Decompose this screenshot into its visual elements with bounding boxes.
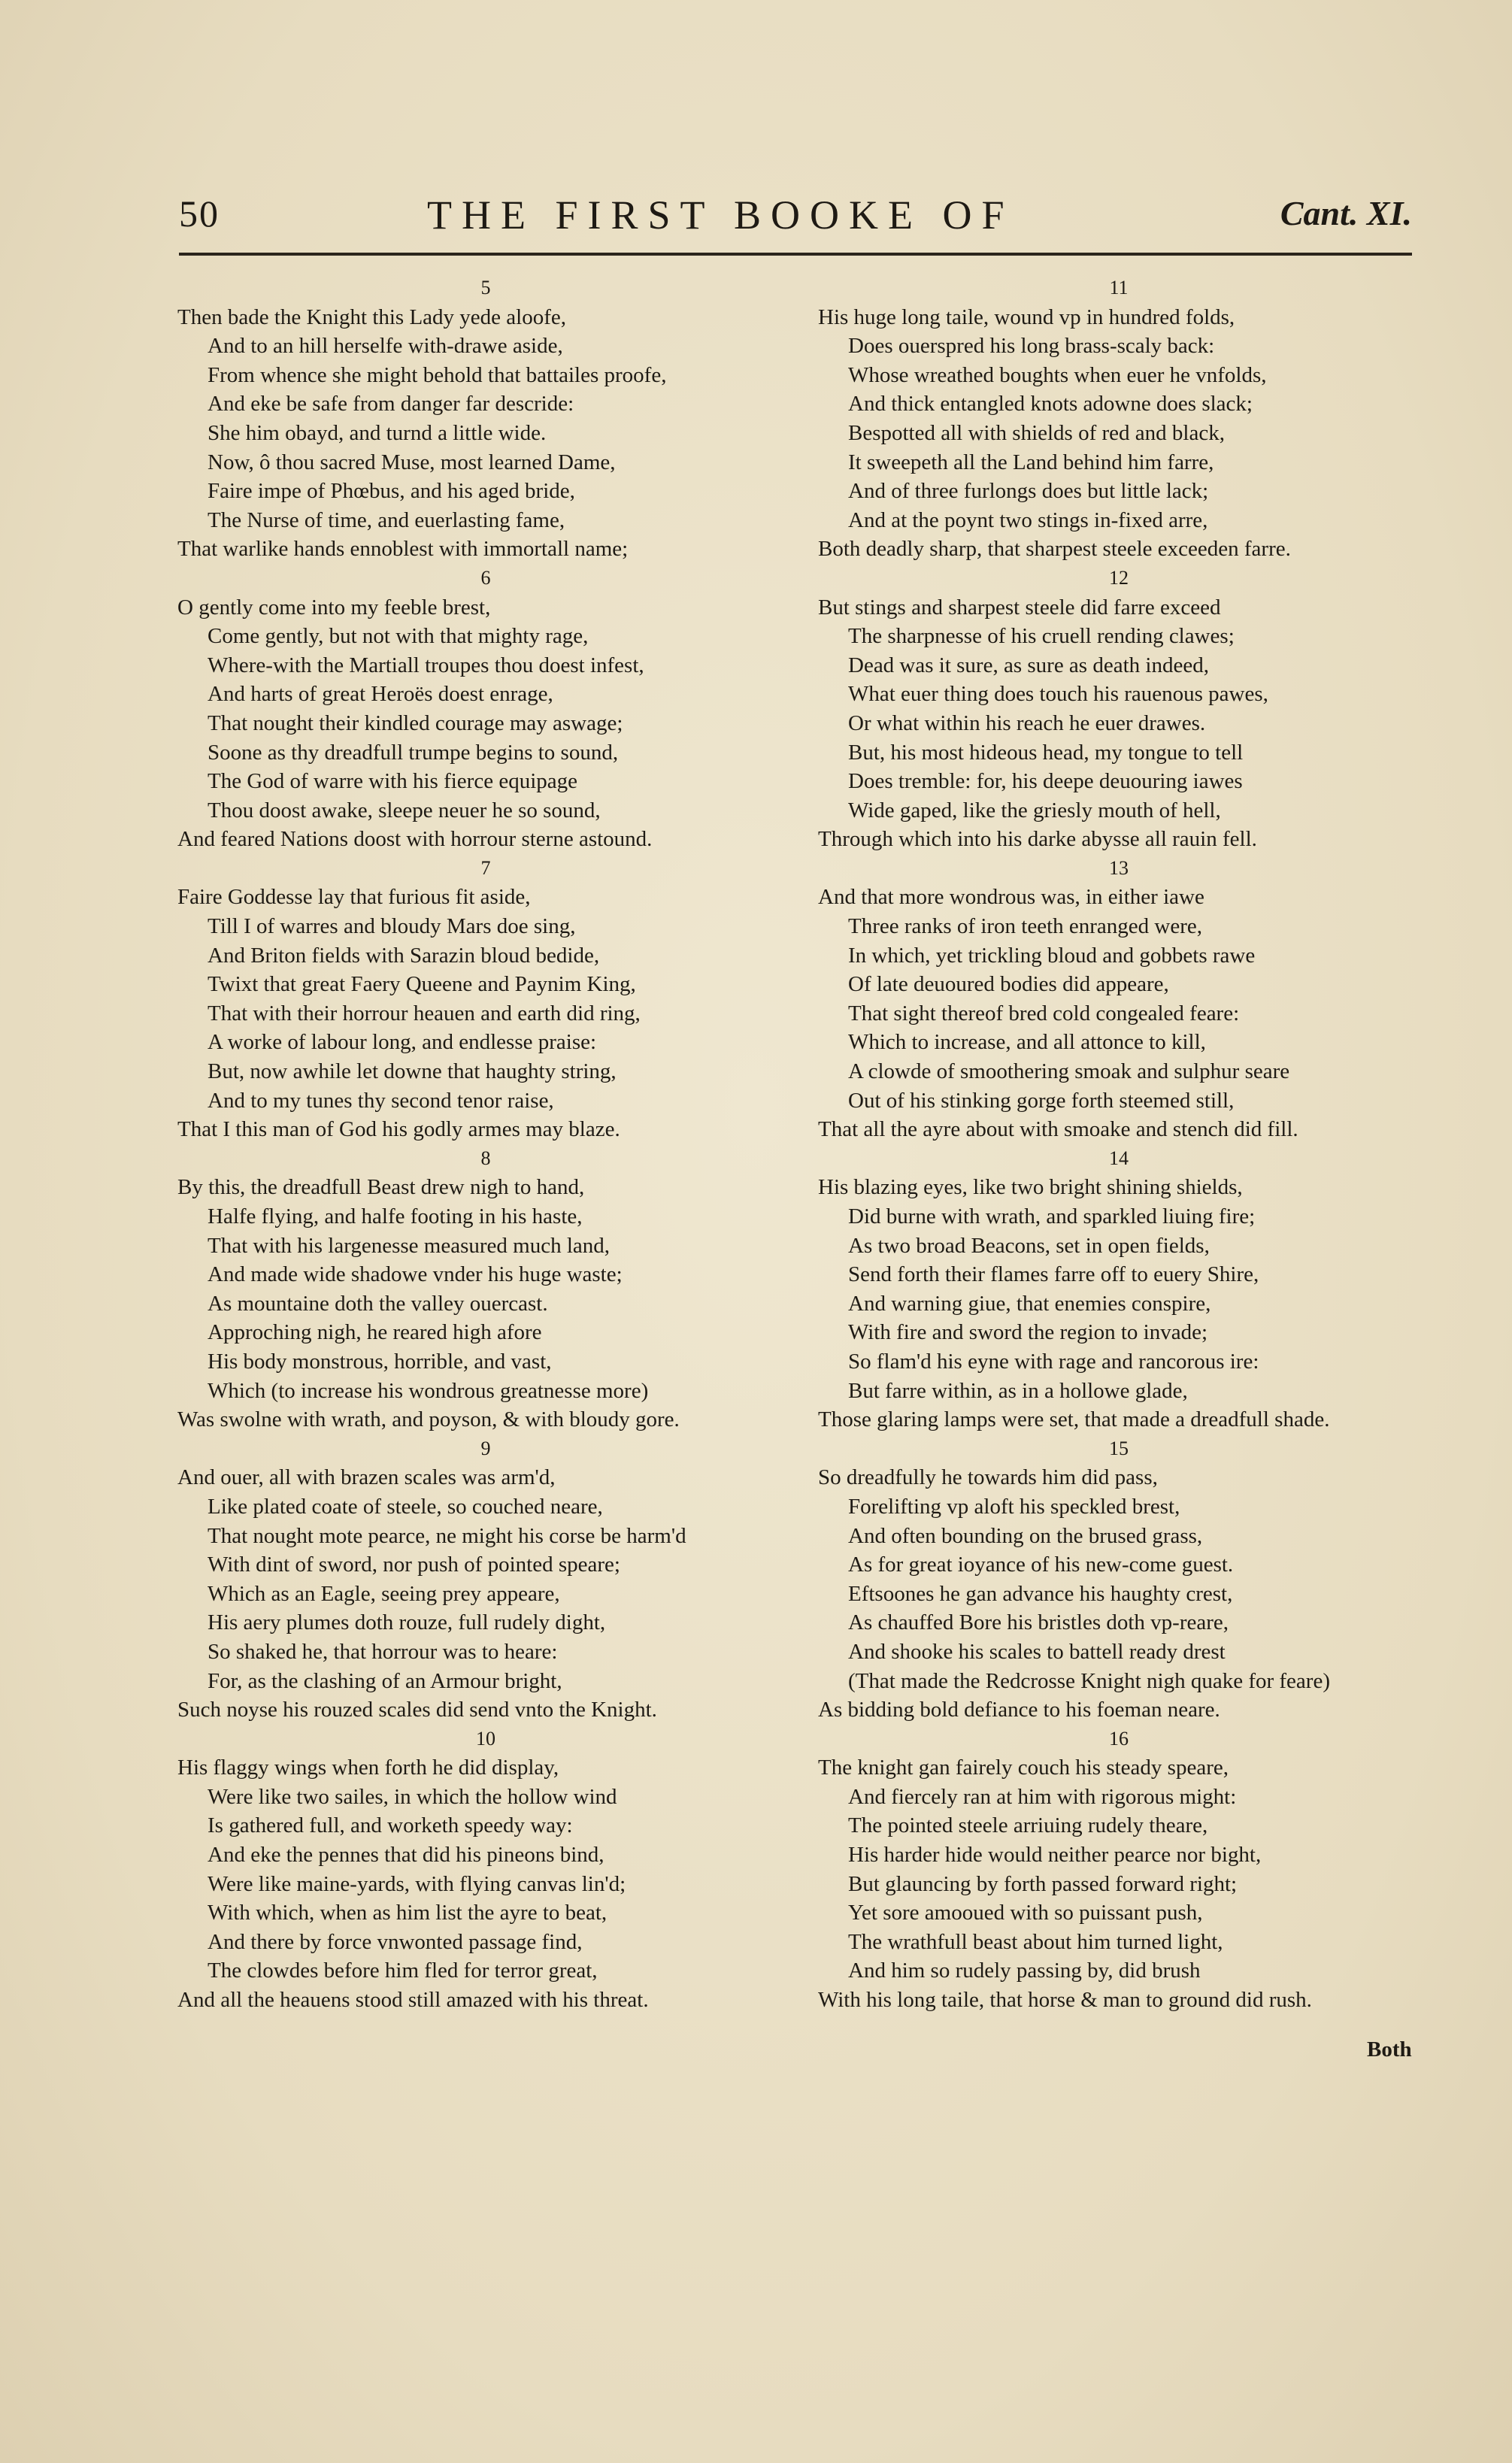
verse-line: Is gathered full, and worketh speedy way: — [208, 1813, 573, 1838]
verse-line: His aery plumes doth rouze, full rudely dight, — [208, 1610, 606, 1635]
verse-line: But farre within, as in a hollowe glade, — [848, 1378, 1188, 1403]
verse-line: The clowdes before him fled for terror great, — [208, 1959, 598, 1983]
verse-line: By this, the dreadfull Beast drew nigh to hand, — [177, 1175, 585, 1200]
stanza-number: 7 — [480, 856, 491, 879]
stanza — [818, 854, 1420, 1144]
verse-line: Which (to increase his wondrous greatnesse more) — [208, 1378, 649, 1403]
stanza — [177, 274, 794, 564]
verse-line: The wrathfull beast about him turned light, — [848, 1929, 1223, 1954]
verse-line: With his long taile, that horse & man to ground did rush. — [818, 1988, 1312, 2013]
stanza-number: 13 — [1109, 856, 1129, 879]
verse-line: A clowde of smoothering smoak and sulphur seare — [848, 1059, 1290, 1084]
right-column — [818, 274, 1420, 2015]
verse-line: And warning giue, that enemies conspire, — [848, 1291, 1211, 1316]
stanza — [818, 274, 1420, 564]
verse-line: Till I of warres and bloudy Mars doe sing, — [208, 914, 576, 939]
verse-line: That with his largenesse measured much land, — [208, 1233, 611, 1258]
verse-line: And to an hill herselfe with-drawe aside, — [208, 334, 563, 359]
verse-line: That warlike hands ennoblest with immortall name; — [177, 537, 629, 562]
stanza — [818, 564, 1420, 854]
verse-line: That sight thereof bred cold congealed feare: — [848, 1001, 1240, 1025]
verse-line: So dreadfully he towards him did pass, — [818, 1465, 1158, 1490]
verse-line: And harts of great Heroës doest enrage, — [208, 682, 553, 707]
verse-line: That all the ayre about with smoake and stench did fill. — [818, 1117, 1298, 1142]
verse-line: And feared Nations doost with horrour sterne astound. — [177, 827, 653, 852]
verse-line: And that more wondrous was, in either iawe — [818, 885, 1204, 910]
verse-line: And all the heauens stood still amazed with his threat. — [177, 1988, 649, 2013]
verse-line: But, his most hideous head, my tongue to tell — [848, 740, 1244, 765]
page-number: 50 — [179, 192, 220, 235]
verse-line: Such noyse his rouzed scales did send vnto the Knight. — [177, 1698, 657, 1722]
verse-line: Whose wreathed boughts when euer he vnfolds, — [848, 362, 1267, 387]
verse-line: Out of his stinking gorge forth steemed still, — [848, 1088, 1235, 1113]
verse-line: And him so rudely passing by, did brush — [848, 1959, 1201, 1983]
stanza-number: 9 — [480, 1437, 491, 1459]
verse-line: Did burne with wrath, and sparkled liuing fire; — [848, 1204, 1256, 1228]
stanza-number: 12 — [1109, 566, 1129, 589]
stanza — [177, 564, 794, 854]
verse-line: That nought mote pearce, ne might his corse be harm'd — [208, 1523, 686, 1548]
verse-line: As chauffed Bore his bristles doth vp-reare, — [848, 1610, 1229, 1635]
verse-line: Of late deuoured bodies did appeare, — [848, 972, 1169, 997]
page-header — [179, 192, 1412, 252]
verse-line: But, now awhile let downe that haughty string, — [208, 1059, 617, 1084]
verse-line: With dint of sword, nor push of pointed speare; — [208, 1553, 620, 1577]
verse-line: So shaked he, that horrour was to heare: — [208, 1639, 558, 1664]
stanza — [818, 1144, 1420, 1434]
verse-line: She him obayd, and turnd a little wide. — [208, 420, 547, 445]
verse-line: And there by force vnwonted passage find, — [208, 1929, 583, 1954]
catchword: Both — [1367, 2037, 1412, 2062]
verse-line: And made wide shadowe vnder his huge waste; — [208, 1262, 623, 1287]
stanza-number: 8 — [480, 1147, 491, 1169]
verse-line: Were like two sailes, in which the hollow wind — [208, 1784, 617, 1809]
verse-line: And often bounding on the brused grass, — [848, 1523, 1203, 1548]
stanza — [177, 1434, 794, 1725]
verse-line: Come gently, but not with that mighty rage, — [208, 624, 589, 649]
verse-line: And thick entangled knots adowne does slack; — [848, 392, 1253, 417]
stanza — [177, 1725, 794, 2015]
verse-line: His blazing eyes, like two bright shining shields, — [818, 1175, 1243, 1200]
verse-line: His flaggy wings when forth he did display, — [177, 1756, 559, 1780]
verse-line: From whence she might behold that battailes proofe, — [208, 362, 667, 387]
verse-line: For, as the clashing of an Armour bright, — [208, 1668, 562, 1693]
verse-line: Through which into his darke abysse all rauin fell. — [818, 827, 1257, 852]
verse-line: Twixt that great Faery Queene and Paynim King, — [208, 972, 636, 997]
verse-line: Was swolne with wrath, and poyson, & with bloudy gore. — [177, 1407, 680, 1432]
verse-line: In which, yet trickling bloud and gobbets rawe — [848, 943, 1256, 968]
verse-line: As mountaine doth the valley ouercast. — [208, 1291, 548, 1316]
verse-line: Where-with the Martiall troupes thou doest infest, — [208, 653, 644, 677]
left-column — [177, 274, 794, 2015]
stanza-number: 11 — [1109, 277, 1129, 298]
verse-line: And Briton fields with Sarazin bloud bedide, — [208, 943, 600, 968]
verse-line: And eke be safe from danger far descride: — [208, 392, 574, 417]
verse-line: The sharpnesse of his cruell rending clawes; — [848, 624, 1235, 649]
verse-line: That nought their kindled courage may aswage; — [208, 710, 623, 735]
verse-line: The God of warre with his fierce equipage — [208, 769, 577, 794]
verse-line: Or what within his reach he euer drawes. — [848, 710, 1206, 735]
verse-line: That I this man of God his godly armes may blaze. — [177, 1117, 620, 1142]
verse-line: And at the poynt two stings in-fixed arre, — [848, 507, 1208, 532]
verse-line: Faire impe of Phœbus, and his aged bride, — [208, 479, 575, 504]
verse-line: With fire and sword the region to invade; — [848, 1320, 1208, 1345]
verse-line: What euer thing does touch his rauenous pawes, — [848, 682, 1268, 707]
stanza-number: 6 — [480, 566, 491, 589]
running-title: THE FIRST BOOKE OF — [427, 192, 1014, 238]
verse-line: But stings and sharpest steele did farre exceed — [818, 595, 1221, 620]
verse-line: Forelifting vp aloft his speckled brest, — [848, 1494, 1180, 1519]
verse-line: His harder hide would neither pearce nor bight, — [848, 1843, 1262, 1868]
verse-line: Now, ô thou sacred Muse, most learned Dame, — [208, 450, 616, 474]
verse-line: And fiercely ran at him with rigorous might: — [848, 1784, 1237, 1809]
stanza — [177, 1144, 794, 1434]
verse-line: It sweepeth all the Land behind him farre, — [848, 450, 1214, 474]
verse-line: And of three furlongs does but little lack; — [848, 479, 1209, 504]
verse-line: Send forth their flames farre off to euery Shire, — [848, 1262, 1259, 1287]
verse-line: Bespotted all with shields of red and black, — [848, 420, 1225, 445]
verse-line: Which to increase, and all attonce to kill, — [848, 1030, 1206, 1055]
verse-line: Does ouerspred his long brass-scaly back: — [848, 334, 1215, 359]
stanza-number: 5 — [480, 277, 491, 298]
verse-line: With which, when as him list the ayre to beat, — [208, 1901, 608, 1925]
stanza-number: 15 — [1109, 1437, 1129, 1459]
verse-line: But glauncing by forth passed forward right; — [848, 1871, 1238, 1896]
canto-reference: Cant. XI. — [1280, 194, 1412, 232]
verse-line: (That made the Redcrosse Knight nigh quake for feare) — [848, 1668, 1330, 1693]
verse-line: As bidding bold defiance to his foeman neare. — [818, 1698, 1220, 1722]
header-rule — [179, 253, 1412, 256]
verse-line: Faire Goddesse lay that furious fit aside, — [177, 885, 531, 910]
verse-line: His huge long taile, wound vp in hundred folds, — [818, 304, 1235, 329]
verse-line: Which as an Eagle, seeing prey appeare, — [208, 1581, 560, 1606]
stanza-number: 14 — [1109, 1147, 1129, 1169]
verse-line: Dead was it sure, as sure as death indeed, — [848, 653, 1209, 677]
verse-line: The Nurse of time, and euerlasting fame, — [208, 507, 565, 532]
verse-line: Like plated coate of steele, so couched neare, — [208, 1494, 603, 1519]
verse-line: Approching nigh, he reared high afore — [208, 1320, 542, 1345]
verse-line: Three ranks of iron teeth enranged were, — [848, 914, 1203, 939]
verse-line: That with their horrour heauen and earth did ring, — [208, 1001, 641, 1025]
verse-line: And shooke his scales to battell ready drest — [848, 1639, 1226, 1664]
verse-line: Both deadly sharp, that sharpest steele exceeden farre. — [818, 537, 1291, 562]
verse-line: And to my tunes thy second tenor raise, — [208, 1088, 554, 1113]
verse-line: And eke the pennes that did his pineons bind, — [208, 1843, 604, 1868]
verse-line: As two broad Beacons, set in open fields, — [848, 1233, 1210, 1258]
verse-line: O gently come into my feeble brest, — [177, 595, 491, 620]
stanza-number: 16 — [1109, 1727, 1129, 1750]
stanza-number: 10 — [476, 1727, 495, 1750]
stanza — [818, 1725, 1420, 2015]
verse-line: His body monstrous, horrible, and vast, — [208, 1349, 552, 1374]
verse-line: Soone as thy dreadfull trumpe begins to sound, — [208, 740, 619, 765]
verse-line: Thou doost awake, sleepe neuer he so sound, — [208, 798, 601, 823]
verse-line: Those glaring lamps were set, that made a dreadfull shade. — [818, 1407, 1330, 1432]
verse-line: Then bade the Knight this Lady yede aloofe, — [177, 304, 567, 329]
verse-line: Halfe flying, and halfe footing in his haste, — [208, 1204, 583, 1228]
verse-line: Eftsoones he gan advance his haughty crest, — [848, 1581, 1233, 1606]
verse-line: A worke of labour long, and endlesse praise: — [208, 1030, 597, 1055]
verse-line: Wide gaped, like the griesly mouth of hell, — [848, 798, 1221, 823]
verse-line: Yet sore amooued with so puissant push, — [848, 1901, 1203, 1925]
stanza — [818, 1434, 1420, 1725]
verse-line: Does tremble: for, his deepe deuouring iawes — [848, 769, 1243, 794]
verse-line: And ouer, all with brazen scales was arm'd, — [177, 1465, 556, 1490]
stanza — [177, 854, 794, 1144]
verse-line: The pointed steele arriuing rudely theare, — [848, 1813, 1208, 1838]
verse-line: As for great ioyance of his new-come guest. — [848, 1553, 1234, 1577]
verse-line: Were like maine-yards, with flying canvas lin'd; — [208, 1871, 626, 1896]
verse-line: The knight gan fairely couch his steady speare, — [818, 1756, 1229, 1780]
verse-line: So flam'd his eyne with rage and rancorous ire: — [848, 1349, 1259, 1374]
